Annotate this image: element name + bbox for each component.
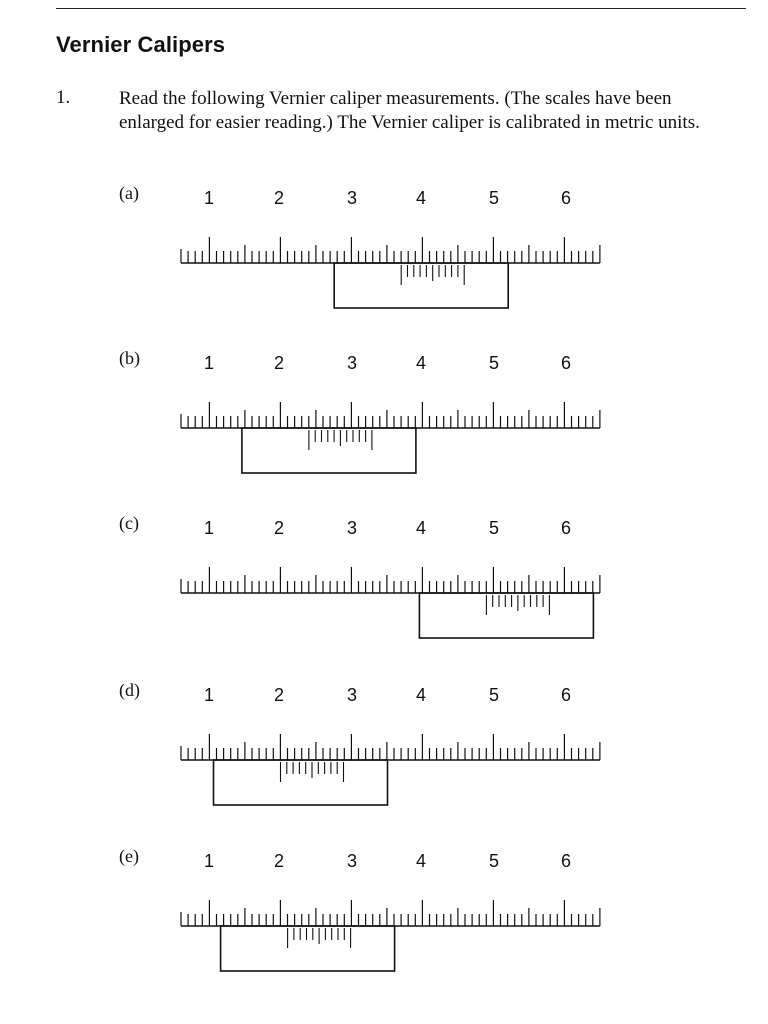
scale-number: 4 xyxy=(415,518,427,538)
scale-number: 2 xyxy=(273,353,285,373)
question-text: Read the following Vernier caliper measurements. (The scales have been enlarged for easier reading.) The Vernier caliper is calibrated in metric units. xyxy=(119,88,700,133)
scale-number: 2 xyxy=(273,188,285,208)
caliper-scale xyxy=(0,348,768,488)
measurement-part xyxy=(0,348,768,488)
vernier-slider xyxy=(419,593,593,638)
scale-number: 2 xyxy=(273,851,285,871)
scale-number: 3 xyxy=(346,685,358,705)
scale-number: 3 xyxy=(346,353,358,373)
part-label: (d) xyxy=(119,680,140,700)
part-label: (a) xyxy=(119,183,139,203)
scale-number: 3 xyxy=(346,518,358,538)
scale-number: 6 xyxy=(560,188,572,208)
scale-number: 3 xyxy=(346,851,358,871)
part-label: (c) xyxy=(119,513,139,533)
scale-number: 4 xyxy=(415,685,427,705)
caliper-scale xyxy=(0,846,768,986)
scale-number: 6 xyxy=(560,851,572,871)
measurement-part xyxy=(0,846,768,986)
scale-number: 4 xyxy=(415,851,427,871)
caliper-scale xyxy=(0,513,768,653)
part-label: (e) xyxy=(119,846,139,866)
part-label: (b) xyxy=(119,348,140,368)
scale-number: 5 xyxy=(488,188,500,208)
measurement-part xyxy=(0,183,768,323)
scale-number: 6 xyxy=(560,353,572,373)
scale-number: 1 xyxy=(203,518,215,538)
measurement-part xyxy=(0,680,768,820)
scale-number: 5 xyxy=(488,685,500,705)
caliper-scale xyxy=(0,183,768,323)
scale-number: 2 xyxy=(273,685,285,705)
caliper-scale xyxy=(0,680,768,820)
scale-number: 6 xyxy=(560,685,572,705)
scale-number: 2 xyxy=(273,518,285,538)
scale-number: 4 xyxy=(415,353,427,373)
measurement-part xyxy=(0,513,768,653)
scale-number: 1 xyxy=(203,685,215,705)
scale-number: 5 xyxy=(488,851,500,871)
scale-number: 3 xyxy=(346,188,358,208)
question-number: 1. xyxy=(56,87,71,108)
scale-number: 4 xyxy=(415,188,427,208)
scale-number: 1 xyxy=(203,851,215,871)
scale-number: 1 xyxy=(203,353,215,373)
vernier-slider xyxy=(334,263,508,308)
scale-number: 6 xyxy=(560,518,572,538)
vernier-slider xyxy=(221,926,395,971)
page-title: Vernier Calipers xyxy=(56,32,226,57)
vernier-slider xyxy=(214,760,388,805)
scale-number: 1 xyxy=(203,188,215,208)
top-rule xyxy=(56,8,746,9)
scale-number: 5 xyxy=(488,518,500,538)
scale-number: 5 xyxy=(488,353,500,373)
vernier-slider xyxy=(242,428,416,473)
